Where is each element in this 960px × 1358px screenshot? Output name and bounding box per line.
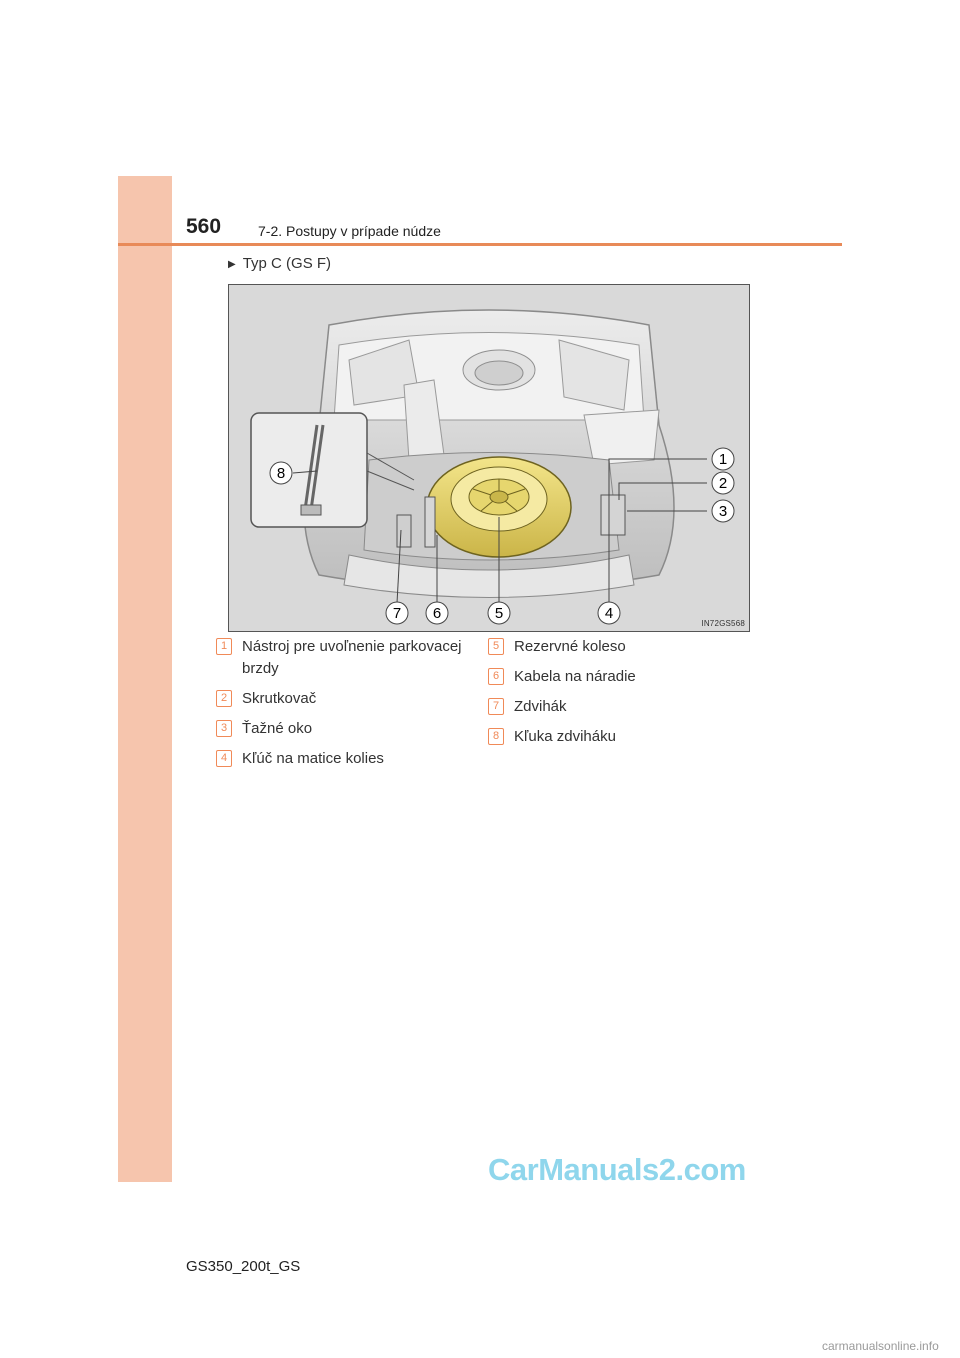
legend-item — [216, 636, 466, 680]
callout-4: 4 — [604, 605, 614, 622]
watermark-main: CarManuals2.com — [488, 1152, 746, 1187]
legend-item — [216, 688, 466, 710]
legend-text: Ťažné oko — [242, 720, 313, 737]
legend-text: Kabela na náradie — [514, 668, 636, 685]
legend-number: 5 — [488, 638, 504, 655]
legend-text: Zdvihák — [514, 698, 567, 715]
callout-5: 5 — [494, 605, 504, 622]
legend-text: Nástroj pre uvoľnenie parkovacej brzdy — [242, 638, 462, 677]
triangle-bullet-icon: ▶ — [228, 259, 236, 270]
legend-item — [488, 726, 738, 748]
spare-tire-figure — [228, 284, 750, 632]
chapter-sidebar-tab — [118, 176, 172, 1182]
callout-6: 6 — [432, 605, 442, 622]
legend-left-column — [216, 636, 466, 778]
legend-number: 1 — [216, 638, 232, 655]
legend-number: 8 — [488, 728, 504, 745]
legend-item — [488, 636, 738, 658]
legend-number: 3 — [216, 720, 232, 737]
callout-2: 2 — [718, 475, 728, 492]
legend-item — [488, 666, 738, 688]
jack — [397, 515, 411, 547]
figure-code: IN72GS568 — [701, 619, 745, 628]
legend-right-column — [488, 636, 738, 756]
legend-item — [216, 748, 466, 770]
legend-number: 2 — [216, 690, 232, 707]
legend-item — [216, 718, 466, 740]
footer-model-code: GS350_200t_GS — [186, 1258, 301, 1275]
legend-text: Kľúč na matice kolies — [242, 750, 384, 767]
legend-text: Rezervné koleso — [514, 638, 626, 655]
callout-8: 8 — [276, 465, 286, 482]
legend-text: Skrutkovač — [242, 690, 317, 707]
header-rule — [118, 243, 842, 246]
trunk-illustration — [229, 285, 749, 631]
variant-heading — [228, 255, 331, 272]
legend-item — [488, 696, 738, 718]
callout-3: 3 — [718, 503, 728, 520]
page-number: 560 — [186, 215, 222, 238]
legend-number: 6 — [488, 668, 504, 685]
callout-7: 7 — [392, 605, 402, 622]
variant-label: Typ C (GS F) — [242, 255, 332, 272]
legend-number: 4 — [216, 750, 232, 767]
section-title: 7-2. Postupy v prípade núdze — [258, 223, 441, 239]
watermark-secondary: carmanualsonline.info — [822, 1339, 939, 1353]
legend-text: Kľuka zdviháku — [514, 728, 616, 745]
callout-1: 1 — [718, 451, 728, 468]
legend-number: 7 — [488, 698, 504, 715]
